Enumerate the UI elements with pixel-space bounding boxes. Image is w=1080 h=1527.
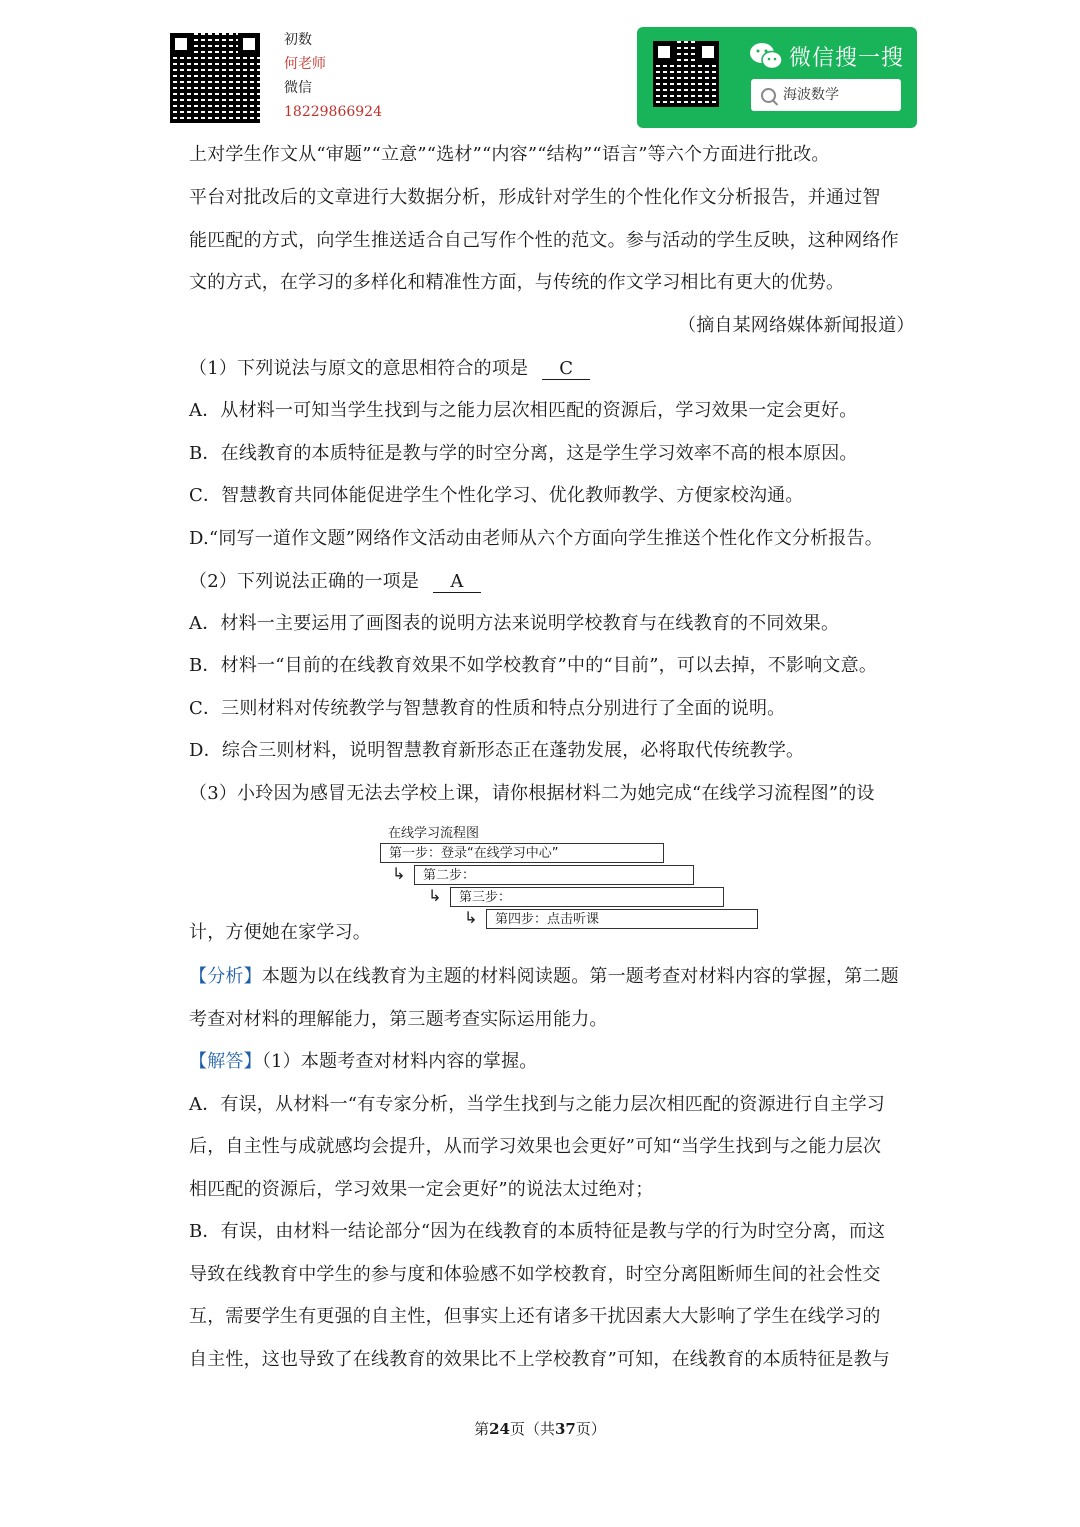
footer-mid: 页（共 <box>509 1420 555 1438</box>
page-footer <box>0 1418 1080 1439</box>
footer-suffix: 页） <box>575 1420 606 1438</box>
footer-total-pages: 37 <box>555 1420 576 1438</box>
question-2 <box>189 567 481 593</box>
answer-line: B．有误，由材料一结论部分“因为在线教育的本质特征是教与学的行为时空分离，而这 <box>189 1221 886 1242</box>
q2-option-b: B．材料一“目前的在线教育效果不如学校教育”中的“目前”，可以去掉，不影响文意。 <box>189 655 878 676</box>
question-3-stem: （3）小玲因为感冒无法去学校上课，请你根据材料二为她完成“在线学习流程图”的设 <box>189 783 875 804</box>
flow-step-3: 第三步： <box>450 887 724 907</box>
flow-step-2: 第二步： <box>414 865 694 885</box>
wechat-search-card <box>637 27 917 128</box>
body-line: 平台对批改后的文章进行大数据分析，形成针对学生的个性化作文分析报告，并通过智 <box>189 187 881 208</box>
answer-line: 互，需要学生有更强的自主性，但事实上还有诸多干扰因素大大影响了学生在线学习的 <box>189 1306 881 1327</box>
answer-line: 导致在线教育中学生的参与度和体验感不如学校教育，时空分离阻断师生间的社会性交 <box>189 1264 881 1285</box>
q2-option-a: A．材料一主要运用了画图表的说明方法来说明学校教育与在线教育的不同效果。 <box>189 613 840 634</box>
q1-option-d: D.“同写一道作文题”网络作文活动由老师从六个方面向学生推送个性化作文分析报告。 <box>189 528 883 549</box>
answer-text-1: （1）本题考查对材料内容的掌握。 <box>261 1051 538 1072</box>
footer-page-number: 24 <box>489 1420 510 1438</box>
contact-phone: 18229866924 <box>284 104 382 120</box>
contact-line-1: 初数 <box>284 32 312 48</box>
body-line: 上对学生作文从“审题”“立意”“选材”“内容”“结构”“语言”等六个方面进行批改。 <box>189 144 830 165</box>
q1-option-b: B．在线教育的本质特征是教与学的时空分离，这是学生学习效率不高的根本原因。 <box>189 443 858 464</box>
wechat-title: 微信搜一搜 <box>789 46 905 71</box>
question-2-answer: A <box>433 571 481 593</box>
body-line: 能匹配的方式，向学生推送适合自己写作个性的范文。参与活动的学生反映，这种网络作 <box>189 230 899 251</box>
analysis-tag: 【分析】 <box>189 966 262 987</box>
search-icon <box>761 88 776 103</box>
question-1 <box>189 354 590 380</box>
question-2-stem: （2）下列说法正确的一项是 <box>189 571 420 592</box>
flow-arrow-icon: ↳ <box>464 908 478 927</box>
question-1-answer: C <box>542 358 590 380</box>
wechat-logo-icon <box>749 41 783 71</box>
question-1-stem: （1）下列说法与原文的意思相符合的项是 <box>189 358 529 379</box>
answer-line: 自主性，这也导致了在线教育的效果比不上学校教育”可知，在线教育的本质特征是教与 <box>189 1349 890 1370</box>
answer-line-1 <box>189 1047 537 1073</box>
contact-line-2: 何老师 <box>284 56 326 72</box>
contact-line-3: 微信 <box>284 80 312 96</box>
analysis-text-1: 本题为以在线教育为主题的材料阅读题。第一题考查对材料内容的掌握，第二题 <box>261 966 899 987</box>
qr-code-right <box>653 41 719 107</box>
flow-arrow-icon: ↳ <box>428 886 442 905</box>
body-line: 文的方式，在学习的多样化和精准性方面，与传统的作文学习相比有更大的优势。 <box>189 272 845 293</box>
flowchart <box>380 820 780 940</box>
q2-option-c: C．三则材料对传统教学与智慧教育的性质和特点分别进行了全面的说明。 <box>189 698 786 719</box>
q2-option-d: D．综合三则材料，说明智慧教育新形态正在蓬勃发展，必将取代传统教学。 <box>189 740 805 761</box>
analysis-line-2: 考查对材料的理解能力，第三题考查实际运用能力。 <box>189 1009 608 1030</box>
footer-prefix: 第 <box>474 1420 490 1438</box>
flow-step-4: 第四步：点击听课 <box>486 909 758 929</box>
flow-arrow-icon: ↳ <box>392 864 406 883</box>
flowchart-title: 在线学习流程图 <box>388 826 480 841</box>
answer-line: 后，自主性与成就感均会提升，从而学习效果也会更好”可知“当学生找到与之能力层次 <box>189 1136 882 1157</box>
answer-tag: 【解答】 <box>189 1051 262 1072</box>
wechat-search-box[interactable] <box>751 79 901 111</box>
answer-line: 相匹配的资源后，学习效果一定会更好”的说法太过绝对； <box>189 1179 654 1200</box>
q1-option-c: C．智慧教育共同体能促进学生个性化学习、优化教师教学、方便家校沟通。 <box>189 485 804 506</box>
flow-step-1: 第一步：登录“在线学习中心” <box>380 843 664 863</box>
qr-code-left <box>170 33 260 123</box>
contact-info <box>284 28 382 124</box>
wechat-search-text: 海波数学 <box>783 87 839 103</box>
q1-option-a: A．从材料一可知当学生找到与之能力层次相匹配的资源后，学习效果一定会更好。 <box>189 400 858 421</box>
question-3-end: 计，方便她在家学习。 <box>189 922 371 943</box>
analysis-line-1 <box>189 962 899 988</box>
source-citation: （摘自某网络媒体新闻报道） <box>678 315 915 336</box>
answer-line: A．有误，从材料一“有专家分析，当学生找到与之能力层次相匹配的资源进行自主学习 <box>189 1094 885 1115</box>
